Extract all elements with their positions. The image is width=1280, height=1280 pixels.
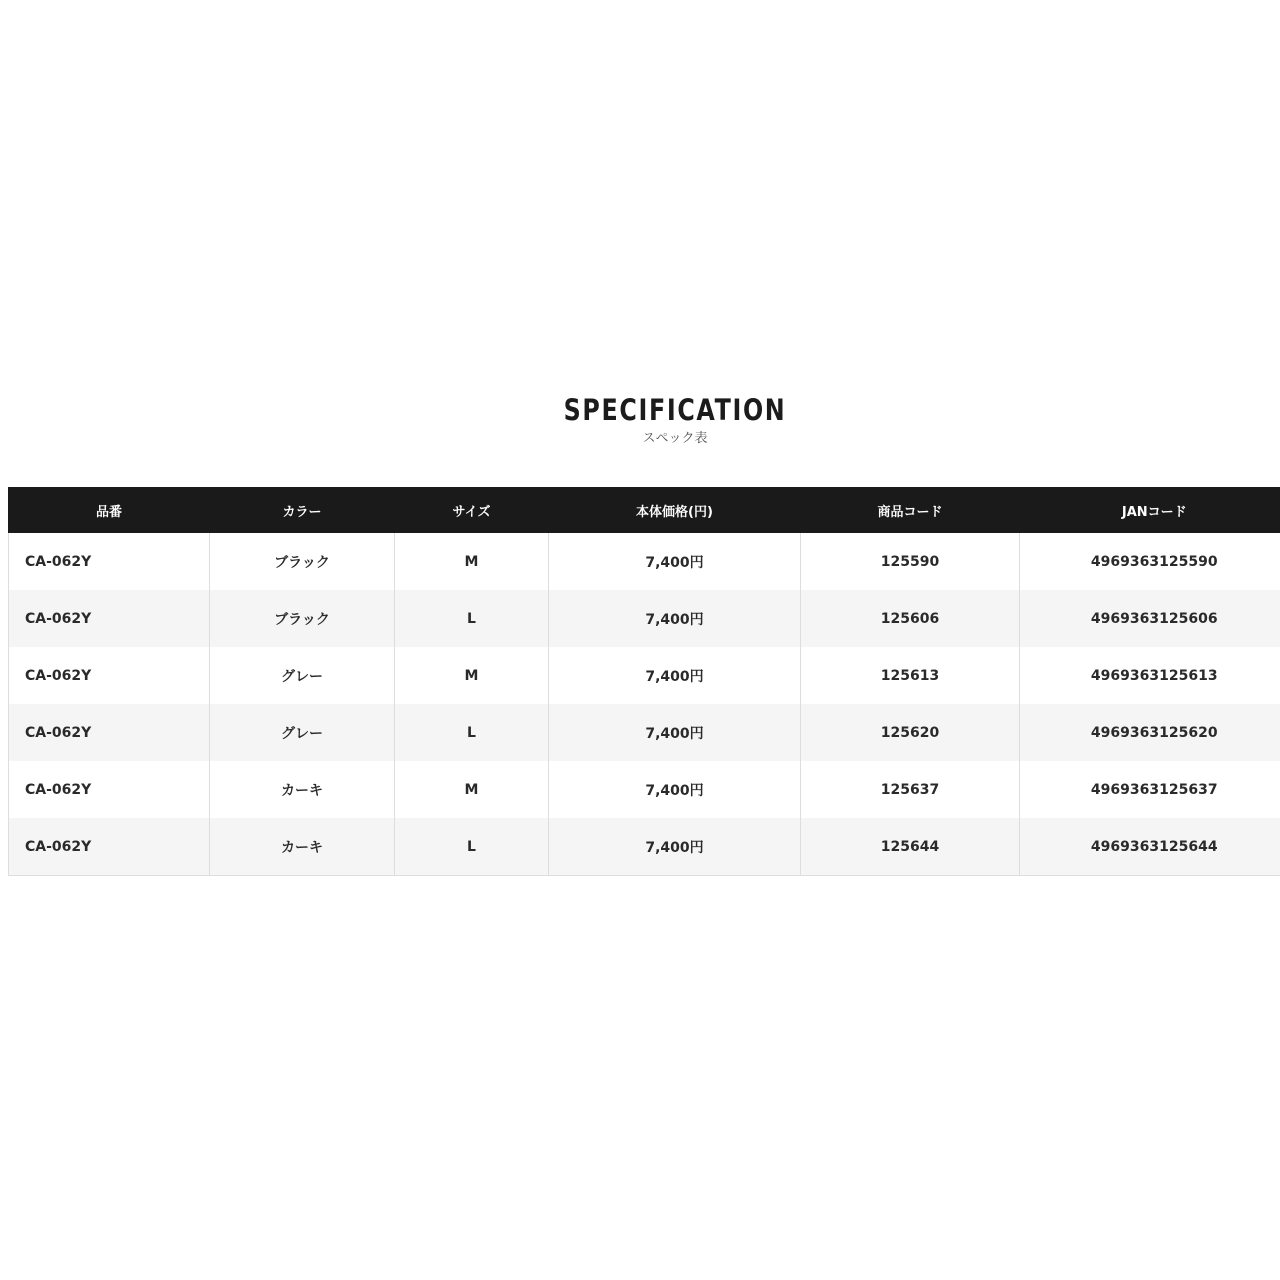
table-header-row bbox=[9, 487, 1280, 533]
cell-price: 7,400円 bbox=[549, 647, 801, 704]
header-jan-code: JANコード bbox=[1020, 487, 1280, 533]
cell-product-number: CA-062Y bbox=[9, 533, 210, 590]
cell-product-number: CA-062Y bbox=[9, 590, 210, 647]
table-row bbox=[9, 590, 1280, 647]
cell-price: 7,400円 bbox=[549, 533, 801, 590]
cell-product-code: 125606 bbox=[801, 590, 1020, 647]
cell-price: 7,400円 bbox=[549, 590, 801, 647]
header-size: サイズ bbox=[395, 487, 549, 533]
header-product-code: 商品コード bbox=[801, 487, 1020, 533]
cell-color: ブラック bbox=[210, 590, 395, 647]
cell-product-number: CA-062Y bbox=[9, 647, 210, 704]
cell-price: 7,400円 bbox=[549, 761, 801, 818]
cell-product-code: 125620 bbox=[801, 704, 1020, 761]
cell-jan-code: 4969363125606 bbox=[1020, 590, 1280, 647]
cell-price: 7,400円 bbox=[549, 818, 801, 876]
cell-jan-code: 4969363125613 bbox=[1020, 647, 1280, 704]
cell-jan-code: 4969363125644 bbox=[1020, 818, 1280, 876]
cell-product-number: CA-062Y bbox=[9, 818, 210, 876]
cell-color: ブラック bbox=[210, 533, 395, 590]
cell-color: グレー bbox=[210, 647, 395, 704]
table-row bbox=[9, 647, 1280, 704]
cell-size: M bbox=[395, 761, 549, 818]
cell-jan-code: 4969363125620 bbox=[1020, 704, 1280, 761]
cell-product-code: 125644 bbox=[801, 818, 1020, 876]
cell-size: M bbox=[395, 533, 549, 590]
cell-product-number: CA-062Y bbox=[9, 761, 210, 818]
header-color: カラー bbox=[210, 487, 395, 533]
table-row bbox=[9, 818, 1280, 876]
header-price: 本体価格(円) bbox=[549, 487, 801, 533]
spec-table bbox=[8, 487, 1280, 876]
cell-color: カーキ bbox=[210, 818, 395, 876]
cell-product-code: 125613 bbox=[801, 647, 1020, 704]
cell-jan-code: 4969363125637 bbox=[1020, 761, 1280, 818]
cell-size: L bbox=[395, 704, 549, 761]
cell-size: M bbox=[395, 647, 549, 704]
cell-size: L bbox=[395, 590, 549, 647]
cell-jan-code: 4969363125590 bbox=[1020, 533, 1280, 590]
cell-product-code: 125637 bbox=[801, 761, 1020, 818]
header-product-number: 品番 bbox=[9, 487, 210, 533]
cell-price: 7,400円 bbox=[549, 704, 801, 761]
page-subtitle: スペック表 bbox=[642, 431, 708, 446]
cell-product-code: 125590 bbox=[801, 533, 1020, 590]
table-row bbox=[9, 761, 1280, 818]
cell-color: カーキ bbox=[210, 761, 395, 818]
page-title: SPECIFICATION bbox=[563, 393, 787, 427]
cell-size: L bbox=[395, 818, 549, 876]
cell-product-number: CA-062Y bbox=[9, 704, 210, 761]
spec-heading bbox=[0, 390, 1280, 448]
table-row bbox=[9, 533, 1280, 590]
table-row bbox=[9, 704, 1280, 761]
cell-color: グレー bbox=[210, 704, 395, 761]
